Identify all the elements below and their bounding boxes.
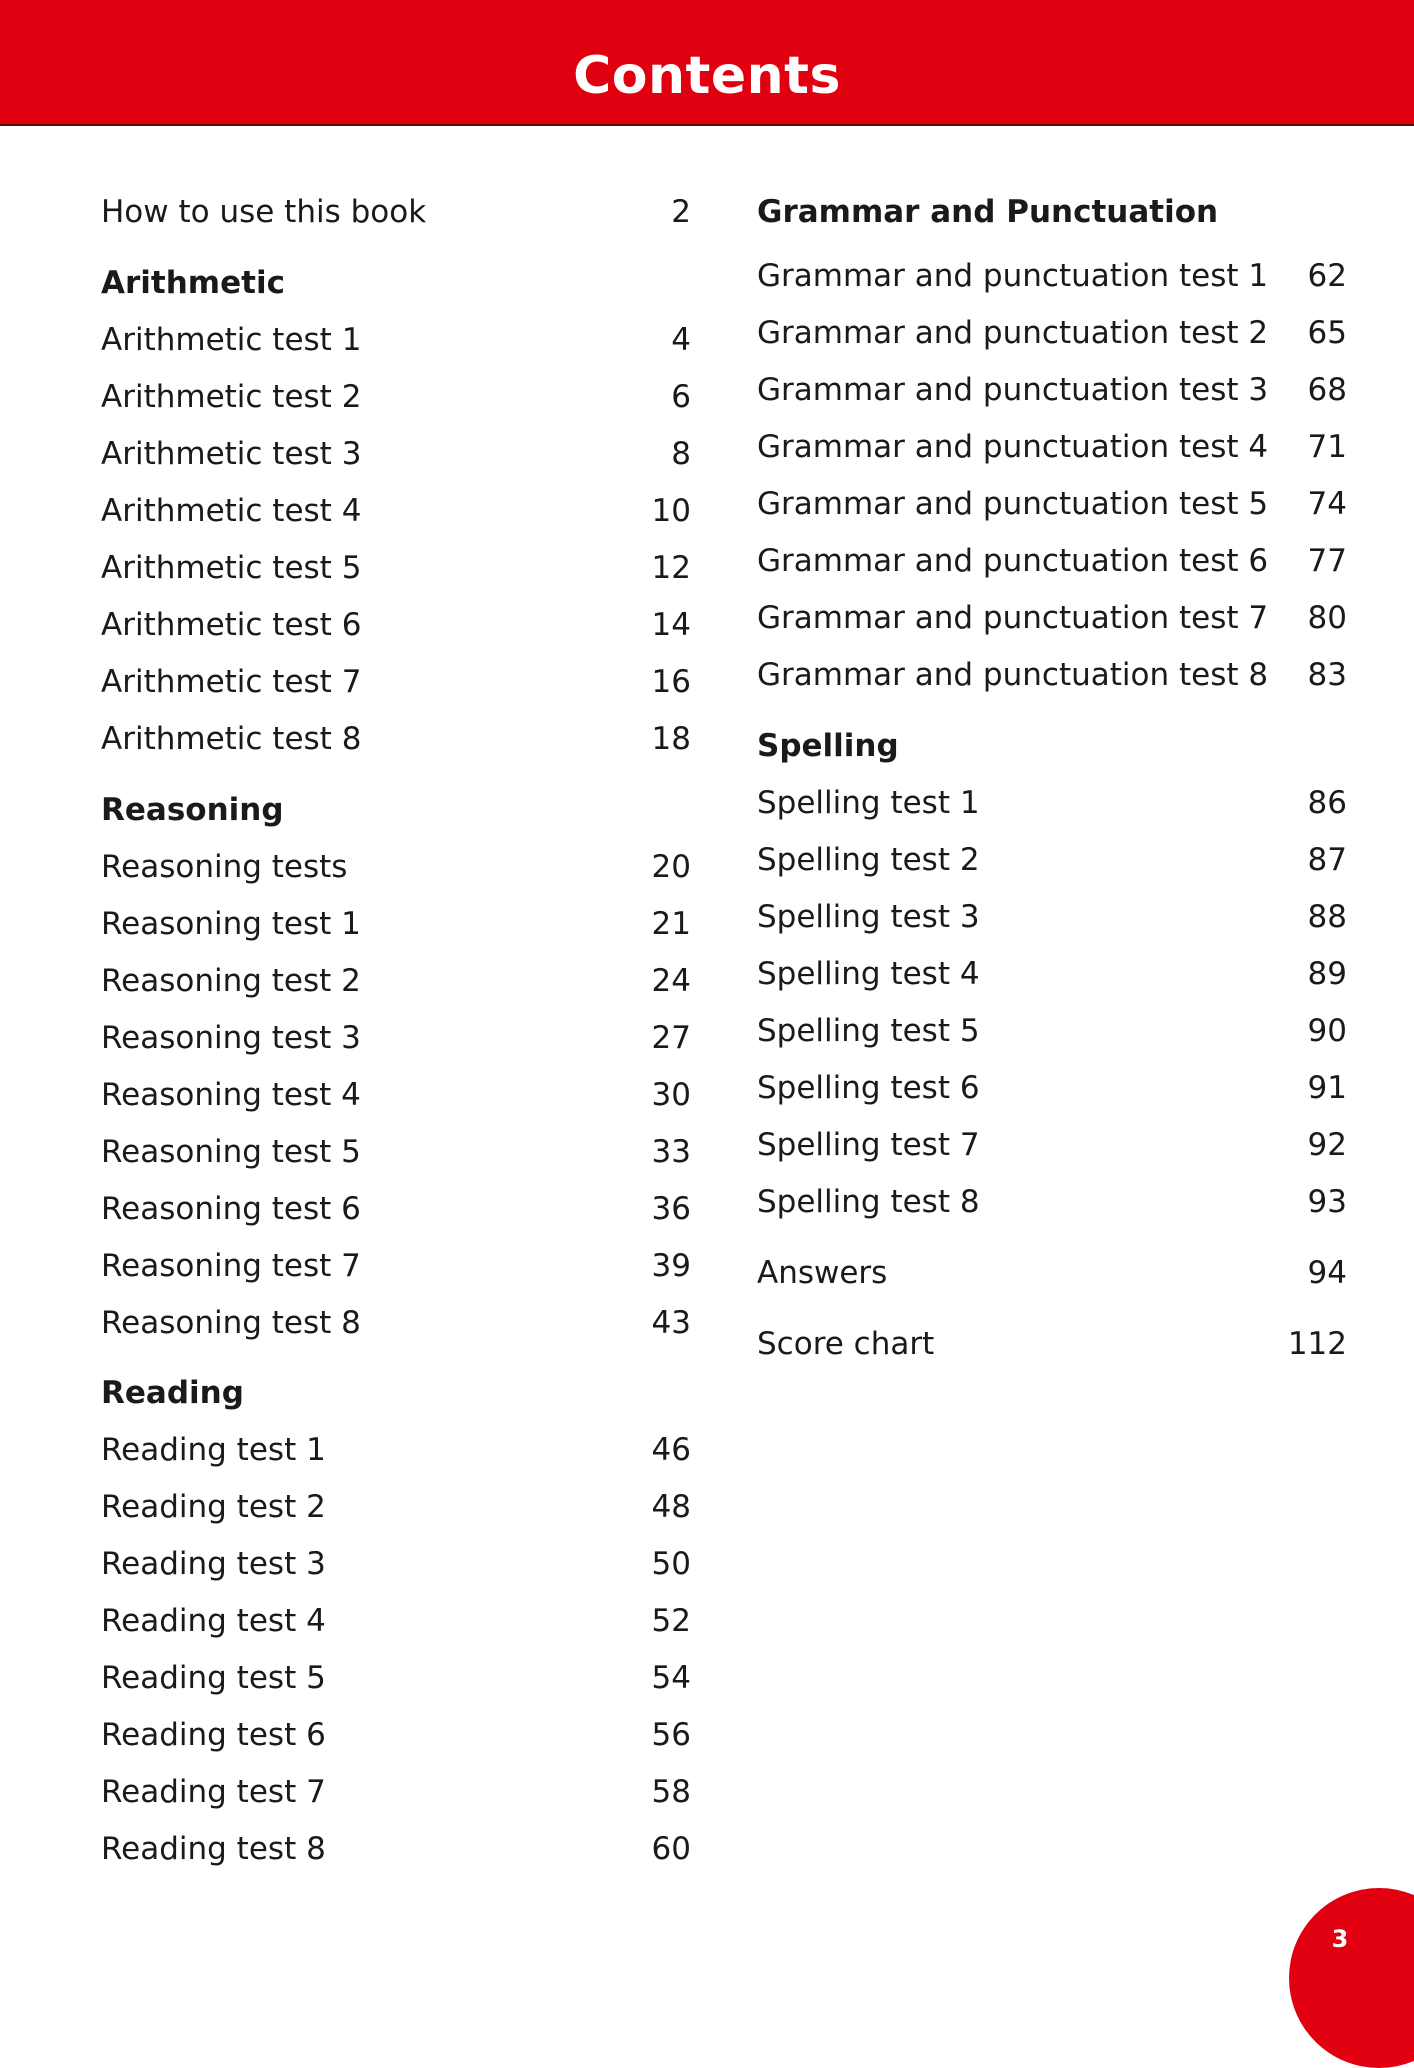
contents-entry[interactable] — [757, 484, 1347, 524]
entry-page: 89 — [1307, 956, 1347, 992]
entry-label: Reading test 5 — [101, 1660, 326, 1696]
contents-entry[interactable] — [101, 1601, 691, 1641]
entry-page: 24 — [651, 963, 691, 999]
entry-page: 68 — [1307, 372, 1347, 408]
entry-label: Answers — [757, 1255, 888, 1291]
contents-entry[interactable] — [101, 320, 691, 360]
entry-label: Grammar and punctuation test 5 — [757, 486, 1269, 522]
entry-page: 54 — [651, 1660, 691, 1696]
contents-entry[interactable] — [101, 961, 691, 1001]
entry-label: Reading test 4 — [101, 1603, 326, 1639]
entry-page: 93 — [1307, 1184, 1347, 1220]
contents-entry-answers[interactable] — [757, 1253, 1347, 1293]
entry-label: Reasoning test 3 — [101, 1020, 361, 1056]
contents-entry[interactable] — [101, 1487, 691, 1527]
contents-entry[interactable] — [101, 605, 691, 645]
entry-label: Grammar and punctuation test 7 — [757, 600, 1269, 636]
contents-entry[interactable] — [101, 1544, 691, 1584]
entry-page: 86 — [1307, 785, 1347, 821]
entry-page: 27 — [651, 1020, 691, 1056]
entry-label: Reading test 3 — [101, 1546, 326, 1582]
entry-label: Reasoning test 8 — [101, 1305, 361, 1341]
contents-entry[interactable] — [757, 1125, 1347, 1165]
contents-entry[interactable] — [101, 548, 691, 588]
entry-label: Arithmetic test 6 — [101, 607, 362, 643]
entry-page: 80 — [1307, 600, 1347, 636]
entry-page: 10 — [651, 493, 691, 529]
entry-label: Reasoning test 1 — [101, 906, 361, 942]
entry-page: 65 — [1307, 315, 1347, 351]
entry-page: 39 — [651, 1248, 691, 1284]
contents-entry[interactable] — [101, 1132, 691, 1172]
entry-page: 6 — [671, 379, 691, 415]
entry-label: Spelling test 7 — [757, 1127, 980, 1163]
contents-entry[interactable] — [101, 1246, 691, 1286]
entry-label: Grammar and punctuation test 1 — [757, 258, 1269, 294]
entry-page: 112 — [1287, 1326, 1347, 1362]
entry-label: Arithmetic test 1 — [101, 322, 362, 358]
entry-label: Reasoning test 5 — [101, 1134, 361, 1170]
contents-entry[interactable] — [757, 897, 1347, 937]
contents-entry[interactable] — [757, 1182, 1347, 1222]
entry-label: Arithmetic test 4 — [101, 493, 362, 529]
entry-page: 94 — [1307, 1255, 1347, 1291]
entry-label: Arithmetic test 7 — [101, 664, 362, 700]
entry-label: Grammar and punctuation test 4 — [757, 429, 1269, 465]
entry-label: Reading test 1 — [101, 1432, 326, 1468]
entry-page: 56 — [651, 1717, 691, 1753]
entry-page: 71 — [1307, 429, 1347, 465]
entry-page: 43 — [651, 1305, 691, 1341]
entry-label: Spelling test 6 — [757, 1070, 980, 1106]
entry-label: Reading test 7 — [101, 1774, 326, 1810]
entry-page: 14 — [651, 607, 691, 643]
contents-entry[interactable] — [101, 491, 691, 531]
entry-page: 33 — [651, 1134, 691, 1170]
contents-entry[interactable] — [757, 783, 1347, 823]
entry-label: Grammar and punctuation test 2 — [757, 315, 1269, 351]
entry-page: 62 — [1307, 258, 1347, 294]
contents-entry[interactable] — [757, 370, 1347, 410]
page-number-badge — [1289, 1888, 1414, 2068]
contents-entry[interactable] — [101, 904, 691, 944]
section-heading-spelling: Spelling — [757, 728, 899, 764]
contents-entry[interactable] — [101, 662, 691, 702]
contents-entry[interactable] — [101, 719, 691, 759]
contents-entry[interactable] — [101, 1018, 691, 1058]
contents-entry[interactable] — [101, 377, 691, 417]
entry-page: 60 — [651, 1831, 691, 1867]
contents-entry[interactable] — [101, 1075, 691, 1115]
entry-label: Reasoning test 7 — [101, 1248, 361, 1284]
entry-page: 88 — [1307, 899, 1347, 935]
section-heading-arithmetic: Arithmetic — [101, 265, 285, 301]
contents-entry[interactable] — [757, 598, 1347, 638]
entry-label: Reasoning test 6 — [101, 1191, 361, 1227]
contents-entry[interactable] — [101, 1430, 691, 1470]
contents-entry[interactable] — [101, 434, 691, 474]
contents-entry[interactable] — [101, 1658, 691, 1698]
entry-page: 4 — [671, 322, 691, 358]
contents-entry[interactable] — [757, 1068, 1347, 1108]
entry-label: Grammar and punctuation test 3 — [757, 372, 1269, 408]
contents-entry[interactable] — [101, 1303, 691, 1343]
entry-label: Reading test 6 — [101, 1717, 326, 1753]
entry-label: Grammar and punctuation test 8 — [757, 657, 1269, 693]
entry-label: Reading test 8 — [101, 1831, 326, 1867]
entry-label: Reading test 2 — [101, 1489, 326, 1525]
entry-page: 58 — [651, 1774, 691, 1810]
contents-entry[interactable] — [757, 954, 1347, 994]
contents-entry-score-chart[interactable] — [757, 1324, 1347, 1364]
contents-entry[interactable] — [757, 256, 1347, 296]
entry-label: Reasoning test 4 — [101, 1077, 361, 1113]
entry-label: How to use this book — [101, 194, 427, 230]
entry-label: Spelling test 8 — [757, 1184, 980, 1220]
entry-page: 20 — [651, 849, 691, 885]
entry-page: 50 — [651, 1546, 691, 1582]
entry-label: Spelling test 2 — [757, 842, 980, 878]
page-number: 3 — [1331, 1925, 1349, 1953]
entry-label: Arithmetic test 3 — [101, 436, 362, 472]
entry-label: Arithmetic test 2 — [101, 379, 362, 415]
contents-entry[interactable] — [101, 1189, 691, 1229]
entry-page: 92 — [1307, 1127, 1347, 1163]
contents-entry[interactable] — [757, 541, 1347, 581]
section-heading-reasoning: Reasoning — [101, 792, 284, 828]
entry-page: 90 — [1307, 1013, 1347, 1049]
entry-page: 52 — [651, 1603, 691, 1639]
contents-entry[interactable] — [101, 847, 691, 887]
contents-entry-intro[interactable] — [101, 192, 691, 232]
section-heading-grammar: Grammar and Punctuation — [757, 194, 1219, 230]
entry-label: Arithmetic test 5 — [101, 550, 362, 586]
entry-label: Reasoning tests — [101, 849, 348, 885]
entry-page: 2 — [671, 194, 691, 230]
contents-entry[interactable] — [757, 840, 1347, 880]
entry-page: 21 — [651, 906, 691, 942]
entry-page: 74 — [1307, 486, 1347, 522]
contents-entry[interactable] — [757, 1011, 1347, 1051]
contents-entry[interactable] — [101, 1829, 691, 1869]
entry-label: Grammar and punctuation test 6 — [757, 543, 1269, 579]
entry-label: Score chart — [757, 1326, 935, 1362]
entry-label: Spelling test 4 — [757, 956, 980, 992]
entry-page: 30 — [651, 1077, 691, 1113]
entry-label: Spelling test 3 — [757, 899, 980, 935]
entry-page: 77 — [1307, 543, 1347, 579]
entry-page: 91 — [1307, 1070, 1347, 1106]
contents-entry[interactable] — [101, 1772, 691, 1812]
entry-page: 46 — [651, 1432, 691, 1468]
entry-label: Spelling test 1 — [757, 785, 980, 821]
contents-entry[interactable] — [757, 427, 1347, 467]
page-title: Contents — [573, 46, 841, 106]
entry-page: 16 — [651, 664, 691, 700]
header-banner — [0, 0, 1414, 126]
entry-page: 87 — [1307, 842, 1347, 878]
entry-page: 36 — [651, 1191, 691, 1227]
entry-page: 83 — [1307, 657, 1347, 693]
entry-page: 18 — [651, 721, 691, 757]
entry-label: Spelling test 5 — [757, 1013, 980, 1049]
section-heading-reading: Reading — [101, 1375, 244, 1411]
contents-entry[interactable] — [101, 1715, 691, 1755]
entry-page: 8 — [671, 436, 691, 472]
entry-label: Arithmetic test 8 — [101, 721, 362, 757]
entry-page: 48 — [651, 1489, 691, 1525]
entry-page: 12 — [651, 550, 691, 586]
entry-label: Reasoning test 2 — [101, 963, 361, 999]
contents-entry[interactable] — [757, 655, 1347, 695]
contents-entry[interactable] — [757, 313, 1347, 353]
